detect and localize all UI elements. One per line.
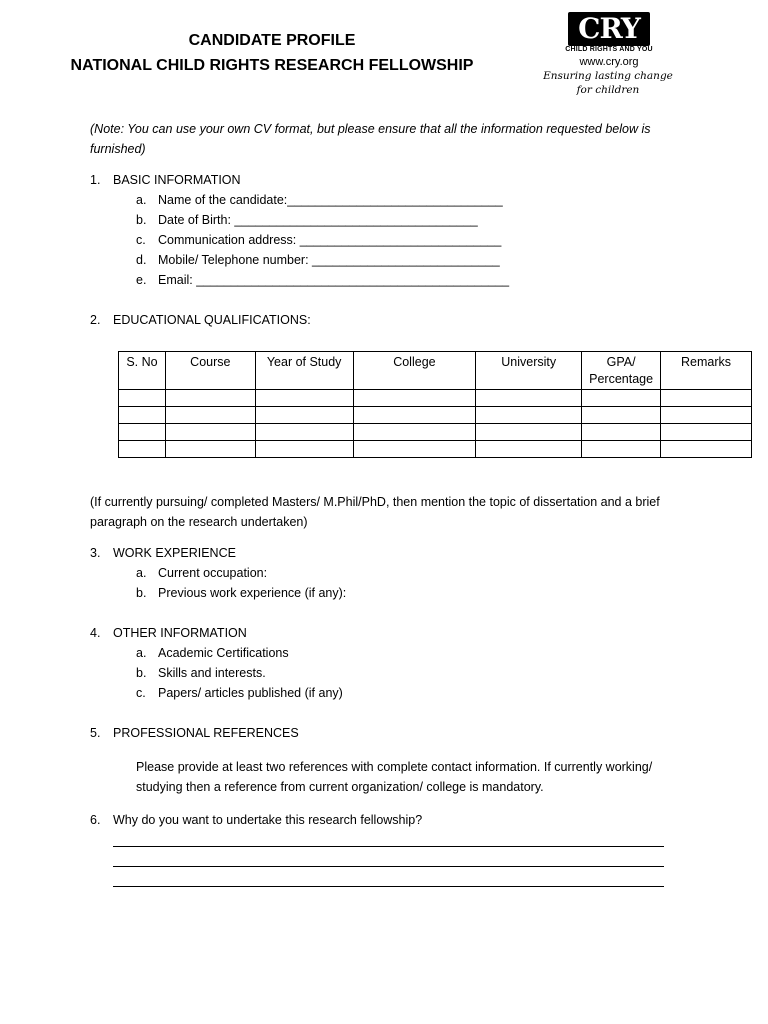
logo-tagline-1: Ensuring lasting change	[543, 70, 673, 82]
education-table	[118, 351, 752, 458]
phone-field: Mobile/ Telephone number: ___________________________	[158, 253, 500, 267]
table-cell[interactable]	[582, 390, 661, 407]
section-motivation	[90, 813, 422, 827]
item-text: Current occupation:	[158, 566, 268, 580]
table-cell[interactable]	[165, 390, 255, 407]
page-subtitle: NATIONAL CHILD RIGHTS RESEARCH FELLOWSHIP	[70, 57, 474, 74]
list-item	[136, 273, 509, 287]
table-cell[interactable]	[255, 390, 353, 407]
table-cell[interactable]	[119, 407, 166, 424]
cry-logo	[538, 10, 678, 100]
section-title: OTHER INFORMATION	[113, 626, 247, 640]
answer-line[interactable]	[113, 846, 664, 847]
item-letter: b.	[136, 586, 147, 600]
item-letter: c.	[136, 233, 146, 247]
list-item	[136, 686, 343, 700]
item-letter: d.	[136, 253, 147, 267]
table-header-row	[119, 352, 752, 390]
section-number: 2.	[90, 313, 101, 327]
logo-mark	[568, 12, 650, 46]
item-text: Skills and interests.	[158, 666, 266, 680]
table-cell[interactable]	[476, 424, 582, 441]
table-cell[interactable]	[255, 424, 353, 441]
table-cell[interactable]	[255, 441, 353, 458]
section-basic-information	[90, 173, 241, 187]
column-header: College	[353, 352, 476, 390]
item-letter: c.	[136, 686, 146, 700]
section-number: 5.	[90, 726, 101, 740]
table-row	[119, 390, 752, 407]
section-professional-references	[90, 726, 299, 740]
page-title: CANDIDATE PROFILE	[188, 32, 356, 49]
references-instructions: Please provide at least two references with complete contact information. If currently working/ studying then a reference from current organization/ college is mandatory.	[136, 760, 653, 794]
table-cell[interactable]	[661, 441, 752, 458]
answer-line[interactable]	[113, 886, 664, 887]
address-field: Communication address: _____________________________	[158, 233, 502, 247]
item-text: Previous work experience (if any):	[158, 586, 347, 600]
section-number: 3.	[90, 546, 101, 560]
list-item	[136, 566, 267, 580]
table-cell[interactable]	[353, 424, 476, 441]
item-text: Papers/ articles published (if any)	[158, 686, 343, 700]
item-letter: a.	[136, 193, 147, 207]
item-letter: e.	[136, 273, 147, 287]
name-field: Name of the candidate:_______________________________	[158, 193, 503, 207]
section-title: BASIC INFORMATION	[113, 173, 241, 187]
section-educational-qualifications	[90, 313, 311, 327]
table-row	[119, 424, 752, 441]
table-cell[interactable]	[476, 407, 582, 424]
item-letter: a.	[136, 646, 147, 660]
table-row	[119, 407, 752, 424]
table-cell[interactable]	[255, 407, 353, 424]
list-item	[136, 233, 501, 247]
list-item	[136, 586, 346, 600]
table-cell[interactable]	[476, 441, 582, 458]
section-title: Why do you want to undertake this research fellowship?	[113, 813, 423, 827]
note-text: (Note: You can use your own CV format, but please ensure that all the information requested below is furnished)	[90, 122, 651, 156]
section-other-information	[90, 626, 247, 640]
column-header: Year of Study	[255, 352, 353, 390]
table-cell[interactable]	[119, 441, 166, 458]
table-cell[interactable]	[582, 441, 661, 458]
dissertation-note: (If currently pursuing/ completed Masters/ M.Phil/PhD, then mention the topic of dissertation and a brief paragraph on the research undertaken)	[90, 495, 660, 529]
column-header: Course	[165, 352, 255, 390]
section-title: EDUCATIONAL QUALIFICATIONS:	[113, 313, 311, 327]
column-header: University	[476, 352, 582, 390]
table-cell[interactable]	[661, 390, 752, 407]
section-title: WORK EXPERIENCE	[113, 546, 236, 560]
dob-field: Date of Birth: ___________________________________	[158, 213, 478, 227]
table-cell[interactable]	[119, 390, 166, 407]
table-cell[interactable]	[165, 424, 255, 441]
list-item	[136, 213, 478, 227]
logo-org-name: CHILD RIGHTS AND YOU	[565, 46, 653, 53]
logo-letters: CRY	[578, 12, 640, 45]
column-header: S. No	[119, 352, 166, 390]
table-cell[interactable]	[353, 407, 476, 424]
table-row	[119, 441, 752, 458]
section-number: 1.	[90, 173, 101, 187]
answer-line[interactable]	[113, 866, 664, 867]
column-header: GPA/ Percentage	[582, 352, 661, 390]
table-cell[interactable]	[582, 407, 661, 424]
item-letter: b.	[136, 213, 147, 227]
table-cell[interactable]	[582, 424, 661, 441]
item-text: Academic Certifications	[158, 646, 289, 660]
item-letter: a.	[136, 566, 147, 580]
list-item	[136, 666, 266, 680]
email-field: Email: _____________________________________________	[158, 273, 510, 287]
logo-tagline-2: for children	[576, 84, 640, 96]
logo-url: www.cry.org	[579, 56, 639, 68]
table-cell[interactable]	[353, 441, 476, 458]
table-cell[interactable]	[165, 441, 255, 458]
table-cell[interactable]	[661, 407, 752, 424]
section-work-experience	[90, 546, 236, 560]
table-cell[interactable]	[661, 424, 752, 441]
list-item	[136, 646, 289, 660]
table-cell[interactable]	[119, 424, 166, 441]
table-cell[interactable]	[476, 390, 582, 407]
column-header: Remarks	[661, 352, 752, 390]
list-item	[136, 193, 503, 207]
item-letter: b.	[136, 666, 147, 680]
section-number: 6.	[90, 813, 101, 827]
section-number: 4.	[90, 626, 101, 640]
table-cell[interactable]	[165, 407, 255, 424]
table-cell[interactable]	[353, 390, 476, 407]
list-item	[136, 253, 500, 267]
section-title: PROFESSIONAL REFERENCES	[113, 726, 299, 740]
